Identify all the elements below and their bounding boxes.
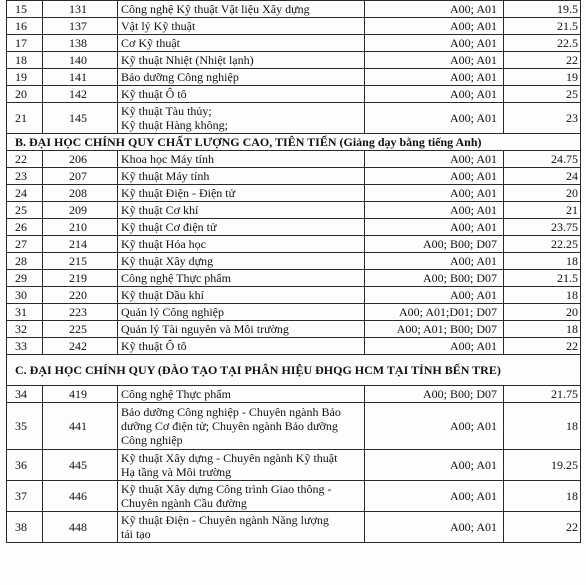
- table-body: [7, 1, 581, 543]
- program-name-line: Bảo dưỡng Công nghiệp - Chuyên ngành Bảo: [121, 405, 341, 419]
- cutoff-score-cell: 24: [504, 168, 581, 185]
- row-number-cell: 33: [7, 338, 43, 355]
- program-name-cell: [118, 386, 365, 403]
- row-number-cell: 16: [7, 18, 43, 35]
- program-name-line: Hạ tầng và Môi trường: [121, 465, 232, 479]
- program-name-line: Kỹ thuật Điện - Điện tử: [121, 186, 236, 200]
- section-header-row: [7, 355, 581, 386]
- program-code-cell: 207: [43, 168, 118, 185]
- program-name-line: Vật lý Kỹ thuật: [121, 19, 196, 33]
- program-code-cell: 138: [43, 35, 118, 52]
- table-row: [7, 103, 581, 134]
- program-name-cell: [118, 18, 365, 35]
- program-name-line: Kỹ thuật Hàng không;: [121, 118, 228, 132]
- program-code-cell: 446: [43, 481, 118, 512]
- program-name-cell: [118, 151, 365, 168]
- program-name-line: Quản lý Tài nguyên và Môi trường: [121, 322, 289, 336]
- table-row: [7, 202, 581, 219]
- program-name-cell: [118, 403, 365, 450]
- program-name-cell: [118, 219, 365, 236]
- table-row: [7, 253, 581, 270]
- program-code-cell: 210: [43, 219, 118, 236]
- cutoff-score-cell: 20: [504, 185, 581, 202]
- section-header-row: [7, 134, 581, 151]
- cutoff-score-cell: 21.5: [504, 270, 581, 287]
- cutoff-score-cell: 20: [504, 304, 581, 321]
- cutoff-score-cell: 22: [504, 512, 581, 543]
- subject-combination-cell: A00; B00; D07: [365, 236, 504, 253]
- subject-combination-cell: A00; A01: [365, 35, 504, 52]
- subject-combination-cell: A00; A01; B00; D07: [365, 321, 504, 338]
- subject-combination-cell: A00; A01: [365, 168, 504, 185]
- subject-combination-cell: A00; A01: [365, 450, 504, 481]
- row-number-cell: 24: [7, 185, 43, 202]
- cutoff-score-cell: 18: [504, 287, 581, 304]
- row-number-cell: 32: [7, 321, 43, 338]
- subject-combination-cell: A00; A01: [365, 253, 504, 270]
- table-row: [7, 270, 581, 287]
- program-code-cell: 137: [43, 18, 118, 35]
- cutoff-score-cell: 21: [504, 202, 581, 219]
- program-name-line: Kỹ thuật Điện - Chuyên ngành Năng lượng: [121, 513, 329, 527]
- program-code-cell: 242: [43, 338, 118, 355]
- program-name-line: Kỹ thuật Dầu khí: [121, 288, 204, 302]
- row-number-cell: 35: [7, 403, 43, 450]
- cutoff-score-cell: 22.25: [504, 236, 581, 253]
- program-code-cell: 225: [43, 321, 118, 338]
- subject-combination-cell: A00; A01: [365, 1, 504, 18]
- program-code-cell: 419: [43, 386, 118, 403]
- subject-combination-cell: A00; A01: [365, 481, 504, 512]
- program-name-cell: [118, 52, 365, 69]
- row-number-cell: 17: [7, 35, 43, 52]
- subject-combination-cell: A00; A01: [365, 69, 504, 86]
- cutoff-score-cell: 21.5: [504, 18, 581, 35]
- subject-combination-cell: A00; A01: [365, 338, 504, 355]
- subject-combination-cell: A00; A01: [365, 287, 504, 304]
- cutoff-score-cell: 18: [504, 321, 581, 338]
- program-name-line: dưỡng Cơ điện tử; Chuyên ngành Bảo dưỡng: [121, 419, 338, 433]
- table-row: [7, 481, 581, 512]
- subject-combination-cell: A00; A01: [365, 403, 504, 450]
- program-name-cell: [118, 103, 365, 134]
- program-name-line: Kỹ thuật Tàu thủy;: [121, 104, 212, 118]
- program-name-line: Kỹ thuật Xây dựng Công trình Giao thông -: [121, 482, 332, 496]
- subject-combination-cell: A00; B00; D07: [365, 270, 504, 287]
- program-code-cell: 448: [43, 512, 118, 543]
- table-row: [7, 450, 581, 481]
- program-name-cell: [118, 304, 365, 321]
- subject-combination-cell: A00; A01: [365, 202, 504, 219]
- program-name-cell: [118, 168, 365, 185]
- cutoff-score-cell: 25: [504, 86, 581, 103]
- table-row: [7, 86, 581, 103]
- program-name-line: Kỹ thuật Xây dựng: [121, 254, 214, 268]
- row-number-cell: 28: [7, 253, 43, 270]
- subject-combination-cell: A00; A01;D01; D07: [365, 304, 504, 321]
- table-row: [7, 18, 581, 35]
- program-code-cell: 131: [43, 1, 118, 18]
- table-row: [7, 35, 581, 52]
- subject-combination-cell: A00; A01: [365, 219, 504, 236]
- program-name-line: Cơ Kỹ thuật: [121, 36, 181, 50]
- program-code-cell: 441: [43, 403, 118, 450]
- table-row: [7, 512, 581, 543]
- row-number-cell: 22: [7, 151, 43, 168]
- program-name-line: Kỹ thuật Máy tính: [121, 169, 210, 183]
- table-row: [7, 69, 581, 86]
- program-name-cell: [118, 512, 365, 543]
- program-code-cell: 140: [43, 52, 118, 69]
- program-name-cell: [118, 270, 365, 287]
- program-name-line: Công nghiệp: [121, 433, 183, 447]
- row-number-cell: 29: [7, 270, 43, 287]
- table-row: [7, 386, 581, 403]
- row-number-cell: 21: [7, 103, 43, 134]
- program-name-line: Công nghệ Kỹ thuật Vật liệu Xây dựng: [121, 2, 310, 16]
- program-name-cell: [118, 86, 365, 103]
- program-name-cell: [118, 450, 365, 481]
- row-number-cell: 20: [7, 86, 43, 103]
- table-row: [7, 185, 581, 202]
- program-code-cell: 215: [43, 253, 118, 270]
- subject-combination-cell: A00; A01: [365, 52, 504, 69]
- subject-combination-cell: A00; B00; D07: [365, 386, 504, 403]
- program-name-cell: [118, 202, 365, 219]
- cutoff-score-cell: 22.5: [504, 35, 581, 52]
- row-number-cell: 19: [7, 69, 43, 86]
- program-name-line: Bảo dưỡng Công nghiệp: [121, 70, 239, 84]
- subject-combination-cell: A00; A01: [365, 86, 504, 103]
- table-row: [7, 52, 581, 69]
- cutoff-score-cell: 23.75: [504, 219, 581, 236]
- cutoff-score-cell: 19.5: [504, 1, 581, 18]
- row-number-cell: 26: [7, 219, 43, 236]
- row-number-cell: 18: [7, 52, 43, 69]
- row-number-cell: 15: [7, 1, 43, 18]
- cutoff-score-cell: 19: [504, 69, 581, 86]
- section-heading: B. ĐẠI HỌC CHÍNH QUY CHẤT LƯỢNG CAO, TIÊN TIẾN (Giảng dạy bằng tiếng Anh): [7, 134, 581, 151]
- program-name-cell: [118, 338, 365, 355]
- cutoff-score-cell: 23: [504, 103, 581, 134]
- program-code-cell: 209: [43, 202, 118, 219]
- program-name-cell: [118, 481, 365, 512]
- program-code-cell: 206: [43, 151, 118, 168]
- cutoff-score-cell: 22: [504, 338, 581, 355]
- row-number-cell: 23: [7, 168, 43, 185]
- row-number-cell: 30: [7, 287, 43, 304]
- row-number-cell: 25: [7, 202, 43, 219]
- program-name-cell: [118, 185, 365, 202]
- program-code-cell: 145: [43, 103, 118, 134]
- subject-combination-cell: A00; A01: [365, 512, 504, 543]
- table-row: [7, 403, 581, 450]
- row-number-cell: 27: [7, 236, 43, 253]
- section-heading: C. ĐẠI HỌC CHÍNH QUY (ĐÀO TẠO TẠI PHÂN HIỆU ĐHQG HCM TẠI TỈNH BẾN TRE): [7, 355, 581, 386]
- program-code-cell: 219: [43, 270, 118, 287]
- row-number-cell: 38: [7, 512, 43, 543]
- program-code-cell: 214: [43, 236, 118, 253]
- program-name-cell: [118, 69, 365, 86]
- row-number-cell: 31: [7, 304, 43, 321]
- program-name-line: Kỹ thuật Hóa học: [121, 237, 206, 251]
- subject-combination-cell: A00; A01: [365, 151, 504, 168]
- cutoff-score-cell: 18: [504, 253, 581, 270]
- row-number-cell: 36: [7, 450, 43, 481]
- cutoff-score-cell: 18: [504, 481, 581, 512]
- program-code-cell: 220: [43, 287, 118, 304]
- program-name-line: Kỹ thuật Ô tô: [121, 339, 187, 353]
- program-name-cell: [118, 321, 365, 338]
- cutoff-score-cell: 19.25: [504, 450, 581, 481]
- table-row: [7, 304, 581, 321]
- program-name-line: Kỹ thuật Cơ khí: [121, 203, 199, 217]
- program-name-line: Kỹ thuật Xây dựng - Chuyên ngành Kỹ thuật: [121, 451, 338, 465]
- table-row: [7, 151, 581, 168]
- program-name-line: Kỹ thuật Nhiệt (Nhiệt lạnh): [121, 53, 254, 67]
- program-code-cell: 208: [43, 185, 118, 202]
- row-number-cell: 34: [7, 386, 43, 403]
- table-row: [7, 287, 581, 304]
- cutoff-score-cell: 21.75: [504, 386, 581, 403]
- table-row: [7, 321, 581, 338]
- subject-combination-cell: A00; A01: [365, 185, 504, 202]
- program-code-cell: 141: [43, 69, 118, 86]
- program-code-cell: 142: [43, 86, 118, 103]
- program-code-cell: 445: [43, 450, 118, 481]
- program-name-line: Kỹ thuật Cơ điện tử: [121, 220, 217, 234]
- table-row: [7, 236, 581, 253]
- program-name-line: Công nghệ Thực phẩm: [121, 387, 231, 401]
- table-row: [7, 1, 581, 18]
- program-name-cell: [118, 253, 365, 270]
- cutoff-score-cell: 24.75: [504, 151, 581, 168]
- program-name-line: Chuyên ngành Cầu đường: [121, 496, 247, 510]
- program-name-line: Kỹ thuật Ô tô: [121, 87, 187, 101]
- program-name-cell: [118, 1, 365, 18]
- program-name-line: Công nghệ Thực phẩm: [121, 271, 231, 285]
- cutoff-score-cell: 18: [504, 403, 581, 450]
- subject-combination-cell: A00; A01: [365, 103, 504, 134]
- program-name-line: Khoa học Máy tính: [121, 152, 214, 166]
- admission-scores-table: [6, 0, 581, 543]
- program-code-cell: 223: [43, 304, 118, 321]
- program-name-line: tái tạo: [121, 527, 151, 541]
- program-name-cell: [118, 287, 365, 304]
- program-name-line: Quản lý Công nghiệp: [121, 305, 224, 319]
- table-row: [7, 168, 581, 185]
- program-name-cell: [118, 236, 365, 253]
- table-row: [7, 338, 581, 355]
- row-number-cell: 37: [7, 481, 43, 512]
- cutoff-score-cell: 22: [504, 52, 581, 69]
- subject-combination-cell: A00; A01: [365, 18, 504, 35]
- program-name-cell: [118, 35, 365, 52]
- table-row: [7, 219, 581, 236]
